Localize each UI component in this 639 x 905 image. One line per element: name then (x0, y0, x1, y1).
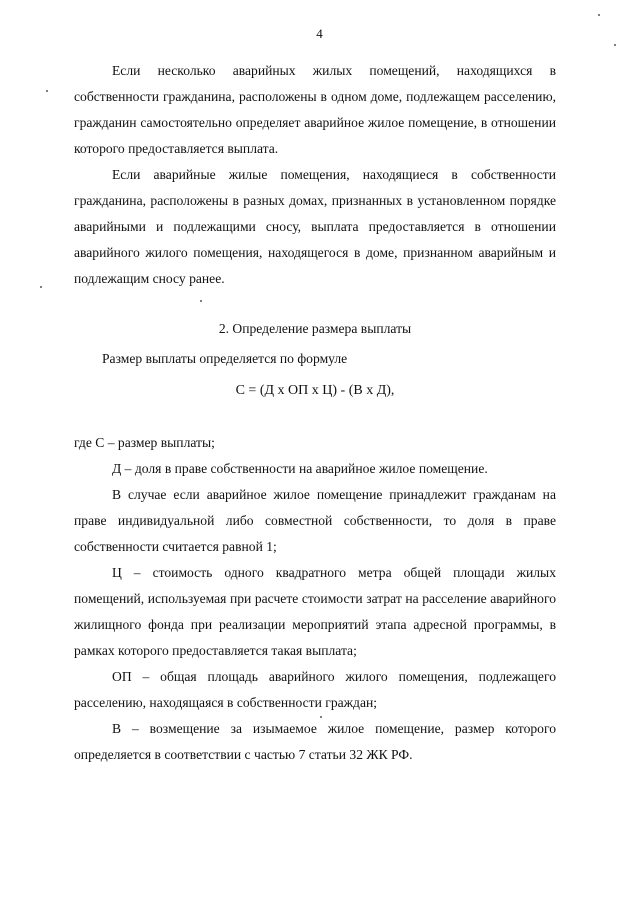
formula-intro: Размер выплаты определяется по формуле (102, 351, 348, 366)
definition-total-area: ОП – общая площадь аварийного жилого помещения, подлежащего расселению, находящаяся в собственности граждан; (74, 669, 556, 710)
paragraph-multiple-dwellings-same-house: Если несколько аварийных жилых помещений, находящихся в собственности гражданина, расположены в одном доме, подлежащем расселению, гражданин самостоятельно определяет аварийное жилое помещение, в отношении которого предоставляется выплата. (74, 63, 556, 156)
payment-formula: С = (Д х ОП х Ц) - (В х Д), (235, 383, 395, 398)
page-number: 4 (316, 26, 323, 41)
paragraph-dwellings-different-houses: Если аварийные жилые помещения, находящиеся в собственности гражданина, расположены в разных домах, признанных в установленном порядке аварийными и подлежащими сносу, выплата предоставляется в отношении аварийного жилого помещения, находящегося в доме, признанном аварийным и подлежащим сносу ранее. (74, 167, 556, 286)
definition-price-per-sqm: Ц – стоимость одного квадратного метра общей площади жилых помещений, используемая при расчете стоимости затрат на расселение аварийного жилищного фонда при реализации мероприятий этапа адресной программы, в рамках которого предоставляется такая выплата; (74, 565, 556, 658)
scan-speck (200, 300, 202, 302)
definition-share: Д – доля в праве собственности на аварийное жилое помещение. (112, 461, 488, 476)
section-heading: 2. Определение размера выплаты (218, 321, 412, 336)
where-line: где С – размер выплаты; (74, 435, 215, 450)
document-body (74, 58, 556, 768)
definition-compensation: В – возмещение за изымаемое жилое помещение, размер которого определяется в соответствии с частью 7 статьи 32 ЖК РФ. (74, 721, 556, 762)
scan-speck (320, 716, 322, 718)
scan-speck (598, 14, 600, 16)
definition-share-case: В случае если аварийное жилое помещение принадлежит гражданам на праве индивидуальной либо совместной собственности, то доля в праве собственности считается равной 1; (74, 487, 556, 554)
scan-speck (40, 286, 42, 288)
scan-speck (614, 44, 616, 46)
scan-speck (46, 90, 48, 92)
